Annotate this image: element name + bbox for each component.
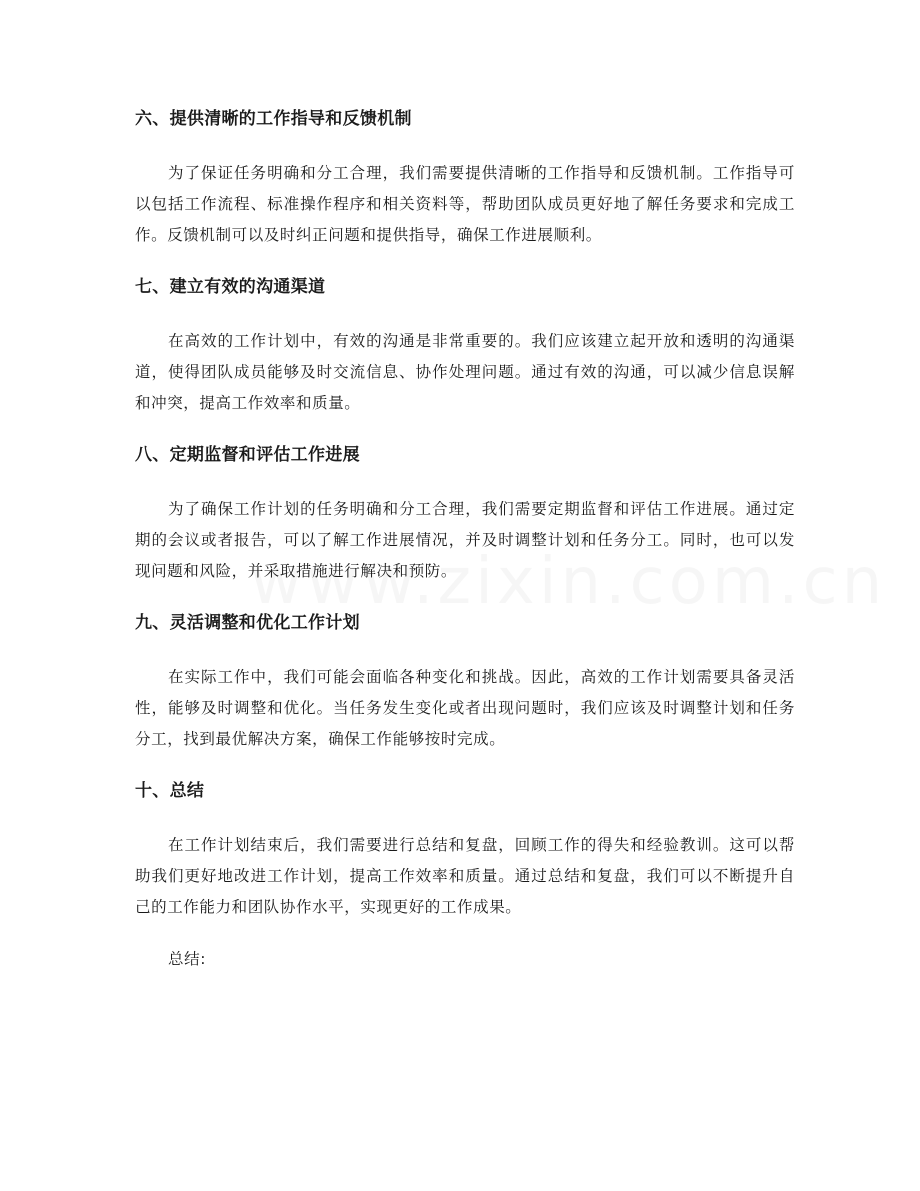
closing-summary-label: 总结: — [168, 950, 207, 968]
section-heading: 十、总结 — [135, 781, 205, 801]
section-paragraph: 为了保证任务明确和分工合理，我们需要提供清晰的工作指导和反馈机制。工作指导可以包括工作流程、标准操作程序和相关资料等，帮助团队成员更好地了解任务要求和完成工作。反馈机制可以及时纠正问题和提供指导，确保工作进展顺利。 — [135, 164, 795, 244]
section-heading: 七、建立有效的沟通渠道 — [135, 277, 326, 297]
section-heading: 六、提供清晰的工作指导和反馈机制 — [135, 109, 412, 129]
document-body — [135, 104, 795, 975]
section-10 — [135, 776, 795, 923]
section-6 — [135, 104, 795, 251]
section-8 — [135, 440, 795, 587]
section-heading: 九、灵活调整和优化工作计划 — [135, 613, 360, 633]
section-paragraph: 在实际工作中，我们可能会面临各种变化和挑战。因此，高效的工作计划需要具备灵活性，能够及时调整和优化。当任务发生变化或者出现问题时，我们应该及时调整计划和任务分工，找到最优解决方案，确保工作能够按时完成。 — [135, 668, 795, 748]
section-9 — [135, 608, 795, 755]
section-paragraph: 在高效的工作计划中，有效的沟通是非常重要的。我们应该建立起开放和透明的沟通渠道，使得团队成员能够及时交流信息、协作处理问题。通过有效的沟通，可以减少信息误解和冲突，提高工作效率和质量。 — [135, 332, 795, 412]
section-heading: 八、定期监督和评估工作进展 — [135, 445, 360, 465]
section-paragraph: 在工作计划结束后，我们需要进行总结和复盘，回顾工作的得失和经验教训。这可以帮助我们更好地改进工作计划，提高工作效率和质量。通过总结和复盘，我们可以不断提升自己的工作能力和团队协作水平，实现更好的工作成果。 — [135, 836, 795, 916]
section-paragraph: 为了确保工作计划的任务明确和分工合理，我们需要定期监督和评估工作进展。通过定期的会议或者报告，可以了解工作进展情况，并及时调整计划和任务分工。同时，也可以发现问题和风险，并采取措施进行解决和预防。 — [135, 500, 795, 580]
section-7 — [135, 272, 795, 419]
